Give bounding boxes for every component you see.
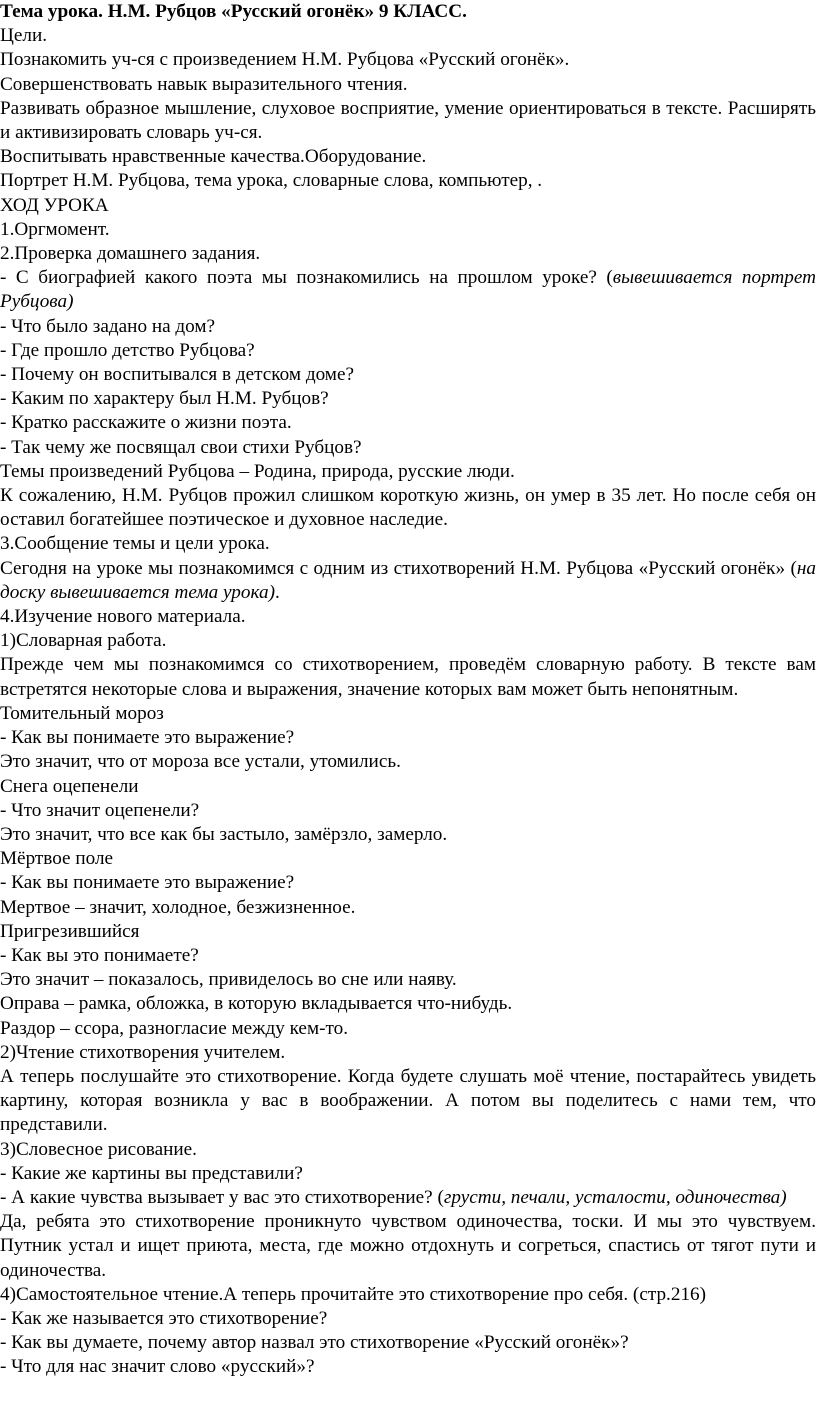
paragraph: [0, 436, 816, 460]
paragraph-text: 1.Оргмомент.: [0, 218, 110, 240]
paragraph: [0, 847, 816, 871]
paragraph: [0, 97, 816, 145]
paragraph: [0, 1307, 816, 1331]
paragraph-text: - Почему он воспитывался в детском доме?: [0, 364, 354, 386]
paragraph: [0, 460, 816, 484]
paragraph-text: - Так чему же посвящал свои стихи Рубцов?: [0, 436, 362, 458]
paragraph-text: Мёртвое поле: [0, 848, 114, 870]
paragraph: [0, 1162, 816, 1186]
paragraph: [0, 750, 816, 774]
paragraph: [0, 1331, 816, 1355]
paragraph: [0, 411, 816, 435]
paragraph-text: - Каким по характеру был Н.М. Рубцов?: [0, 388, 329, 410]
paragraph: [0, 799, 816, 823]
paragraph: [0, 992, 816, 1016]
paragraph: [0, 339, 816, 363]
paragraph-text: Томительный мороз: [0, 702, 164, 724]
paragraph-text: Развивать образное мышление, слуховое восприятие, умение ориентироваться в тексте. Расширять и активизировать словарь уч-ся.: [0, 97, 816, 144]
paragraph: [0, 24, 816, 48]
paragraph-text: Воспитывать нравственные качества.Оборудование.: [0, 146, 427, 168]
paragraph: [0, 242, 816, 266]
paragraph-text: Мертвое – значит, холодное, безжизненное.: [0, 896, 356, 918]
italic-note: вывешивается портрет Рубцова): [0, 267, 816, 313]
paragraph: [0, 775, 816, 799]
paragraph: [0, 702, 816, 726]
paragraph-text: Оправа – рамка, обложка, в которую вкладывается что-нибудь.: [0, 993, 513, 1015]
paragraph-text: - Как вы думаете, почему автор назвал это стихотворение «Русский огонёк»?: [0, 1332, 629, 1354]
paragraph-text-tail: .: [274, 581, 280, 603]
paragraph: [0, 1355, 816, 1379]
paragraph-text: Снега оцепенели: [0, 775, 139, 797]
paragraph: [0, 1065, 816, 1138]
paragraph-text: 4)Самостоятельное чтение.А теперь прочитайте это стихотворение про себя. (стр.216): [0, 1283, 707, 1305]
lesson-title: Тема урока. Н.М. Рубцов «Русский огонёк» 9 КЛАСС.: [0, 1, 467, 22]
paragraph: [0, 145, 816, 169]
paragraph-text: - Где прошло детство Рубцова?: [0, 339, 255, 361]
paragraph-text: - Какие же картины вы представили?: [0, 1162, 303, 1184]
paragraph: [0, 896, 816, 920]
paragraph-text: - Что для нас значит слово «русский»?: [0, 1356, 315, 1378]
paragraph: [0, 726, 816, 750]
paragraph-text: Это значит – показалось, привиделось во сне или наяву.: [0, 969, 457, 991]
paragraph: [0, 1017, 816, 1041]
paragraph: [0, 605, 816, 629]
paragraph-text: 3)Словесное рисование.: [0, 1138, 197, 1160]
paragraph: [0, 557, 816, 605]
paragraph-text: 1)Словарная работа.: [0, 630, 167, 652]
paragraph: [0, 1186, 816, 1210]
paragraph: [0, 194, 816, 218]
paragraph-text: - А какие чувства вызывает у вас это стихотворение? (: [0, 1186, 444, 1208]
paragraph-text: ХОД УРОКА: [0, 194, 109, 216]
paragraph: [0, 48, 816, 72]
paragraph-text: - Что было задано на дом?: [0, 315, 216, 337]
paragraph-text: - С биографией какого поэта мы познакомились на прошлом уроке? (: [0, 267, 613, 289]
paragraph-text: 2.Проверка домашнего задания.: [0, 243, 261, 265]
paragraph: [0, 218, 816, 242]
paragraph: [0, 0, 816, 24]
paragraph: [0, 968, 816, 992]
paragraph-text: - Как вы понимаете это выражение?: [0, 727, 295, 749]
paragraph: [0, 871, 816, 895]
paragraph-text: К сожалению, Н.М. Рубцов прожил слишком короткую жизнь, он умер в 35 лет. Но после себя он оставил богатейшее поэтическое и духовное наследие.: [0, 485, 816, 531]
paragraph: [0, 653, 816, 701]
paragraph-text: - Как же называется это стихотворение?: [0, 1307, 328, 1329]
paragraph-text: Это значит, что от мороза все устали, утомились.: [0, 751, 401, 773]
paragraph-text: Это значит, что все как бы застыло, замёрзло, замерло.: [0, 823, 448, 845]
paragraph: [0, 920, 816, 944]
paragraph-text: Познакомить уч-ся с произведением Н.М. Рубцова «Русский огонёк».: [0, 49, 570, 71]
paragraph-text: - Кратко расскажите о жизни поэта.: [0, 412, 292, 434]
paragraph-text: 3.Сообщение темы и цели урока.: [0, 533, 270, 555]
paragraph-text: Совершенствовать навык выразительного чтения.: [0, 73, 408, 95]
paragraph-text: Прежде чем мы познакомимся со стихотворением, проведём словарную работу. В тексте вам встретятся некоторые слова и выражения, значение которых вам может быть непонятным.: [0, 654, 816, 700]
paragraph: [0, 169, 816, 193]
paragraph-text: Темы произведений Рубцова – Родина, природа, русские люди.: [0, 460, 515, 482]
paragraph-text: - Как вы понимаете это выражение?: [0, 872, 295, 894]
paragraph-text: - Как вы это понимаете?: [0, 944, 199, 966]
paragraph: [0, 315, 816, 339]
paragraph-text: Сегодня на уроке мы познакомимся с одним из стихотворений Н.М. Рубцова «Русский огонёк» (: [0, 557, 797, 579]
paragraph: [0, 1283, 816, 1307]
paragraph: [0, 1041, 816, 1065]
paragraph: [0, 1138, 816, 1162]
paragraph-text: 2)Чтение стихотворения учителем.: [0, 1041, 286, 1063]
paragraph: [0, 823, 816, 847]
paragraph: [0, 73, 816, 97]
italic-note: на доску вывешивается тема урока): [0, 557, 816, 603]
paragraph: [0, 484, 816, 532]
paragraph: [0, 532, 816, 556]
paragraph-text: Пригрезившийся: [0, 920, 140, 942]
paragraph-text: А теперь послушайте это стихотворение. Когда будете слушать моё чтение, постарайтесь увидеть картину, которая возникла у вас в воображении. А потом вы поделитесь с нами тем, что представили.: [0, 1065, 816, 1136]
paragraph: [0, 363, 816, 387]
paragraph: [0, 629, 816, 653]
paragraph-text: 4.Изучение нового материала.: [0, 606, 246, 628]
paragraph: [0, 266, 816, 314]
paragraph: [0, 1210, 816, 1283]
paragraph: [0, 387, 816, 411]
italic-note: грусти, печали, усталости, одиночества): [443, 1186, 787, 1208]
paragraph-text: Цели.: [0, 25, 48, 47]
paragraph-text: Портрет Н.М. Рубцова, тема урока, словарные слова, компьютер, .: [0, 170, 543, 192]
paragraph-text: Раздор – ссора, разногласие между кем-то.: [0, 1017, 349, 1039]
paragraph-text: Да, ребята это стихотворение проникнуто чувством одиночества, тоски. И мы это чувствуем. Путник устал и ищет приюта, места, где можно отдохнуть и согреться, спастись от тягот пути и одиночества.: [0, 1211, 816, 1281]
paragraph: [0, 944, 816, 968]
paragraph-text: - Что значит оцепенели?: [0, 799, 200, 821]
